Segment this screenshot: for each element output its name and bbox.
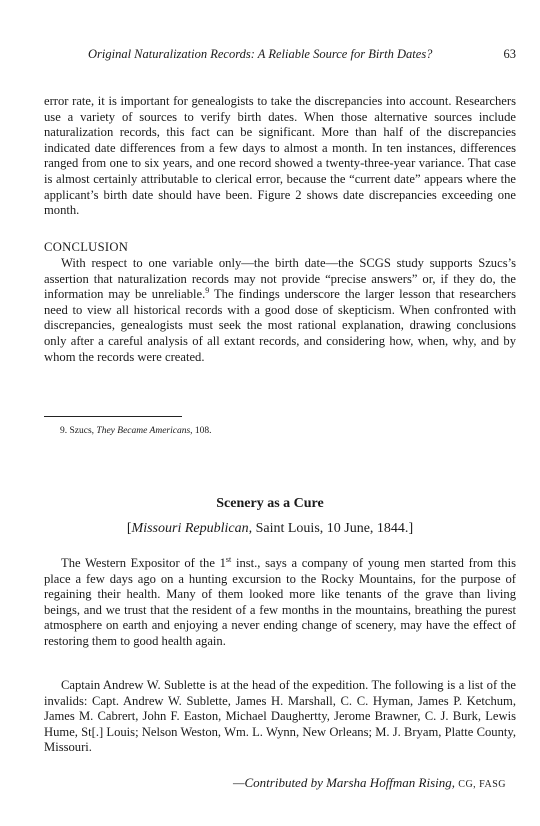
- footnote-reference: 9: [205, 286, 210, 295]
- footnote-title: They Became Americans,: [96, 426, 193, 436]
- footnote-page: 108.: [194, 426, 212, 436]
- reprint-paragraph-1: [44, 556, 516, 650]
- footnote-rule: [44, 416, 182, 417]
- reprint-title: Scenery as a Cure: [216, 496, 324, 511]
- ordinal-suffix: st: [225, 554, 232, 564]
- running-header: [88, 47, 516, 62]
- conclusion-paragraph: [44, 256, 516, 365]
- contributor-name: —Contributed by Marsha Hoffman Rising,: [232, 775, 456, 790]
- footnote-author: Szucs,: [69, 426, 95, 436]
- footnote: [60, 426, 212, 436]
- running-title: Original Naturalization Records: A Reliable Source for Birth Dates?: [88, 47, 433, 61]
- reprint-source: [Missouri Republican, Saint Louis, 10 June, 1844.]: [126, 521, 414, 536]
- conclusion-text-part-1: With respect to one variable only—the birth date—the SCGS study supports Szucs’s assertion that naturalization records may not provide “precise answers” or, if they do, the information may be unreliable.: [44, 256, 516, 302]
- conclusion-text-part-2: The findings underscore the larger lesson that researchers need to view all historical records with a good dose of skepticism. When confronted with discrepancies, genealogists must seek the most rational explanation, drawing conclusions only after a careful analysis of all extant records, and considering how, when, why, and by whom the records were created.: [44, 287, 516, 364]
- paragraph-text: error rate, it is important for genealogists to take the discrepancies into account. Researchers use a variety of sources to verify birth dates. When those alternative sources include naturalization records, this fact can be significant. More than half of the discrepancies indicated date differences from a few days to almost a month. In ten instances, differences ranged from one to six years, and one record showed a twenty-three-year variance. That case is almost certainly attributable to clerical error, because the “current date” appears where the applicant’s birth date should have been. Figure 2 shows date discrepancies exceeding one month.: [44, 94, 516, 218]
- conclusion-heading: CONCLUSION: [44, 240, 129, 254]
- article-paragraph-1: [44, 94, 516, 219]
- page-number: 63: [503, 47, 516, 61]
- contributor-signature: [233, 775, 506, 791]
- reprint-text-1a: The Western Expositor of the 1: [61, 556, 226, 570]
- reprint-paragraph-2: [44, 678, 516, 756]
- footnote-number: 9.: [60, 426, 68, 436]
- contributor-credentials: CG, FASG: [458, 779, 506, 790]
- reprint-text-1b: inst., says a company of young men started from this place a few days ago on a hunting excursion to the Rocky Mountains, for the purpose of regaining their health. Many of them looked more like tenants of the grave than living beings, and we trust that the resident of a few months in the mountains, breathing the purest atmosphere on earth and enjoying a never ending change of scenery, may have the effect of restoring them to good health again.: [44, 556, 516, 648]
- source-details: Saint Louis, 10 June, 1844.: [255, 521, 409, 536]
- conclusion-text: [44, 256, 516, 365]
- source-newspaper: Missouri Republican,: [131, 521, 253, 536]
- reprint-text-1: [44, 556, 516, 650]
- reprint-text-2: Captain Andrew W. Sublette is at the head of the expedition. The following is a list of the invalids: Capt. Andrew W. Sublette, James H. Marshall, C. C. Hyman, James P. Ketchum, James M. Cabrert, John F. Easton, Michael Daughertty, Jerome Brawner, C. J. Burk, Lewis Hume, St[.] Louis; Nelson Weston, Wm. L. Wynn, New Orleans; M. J. Bryam, Platte County, Missouri.: [44, 678, 516, 755]
